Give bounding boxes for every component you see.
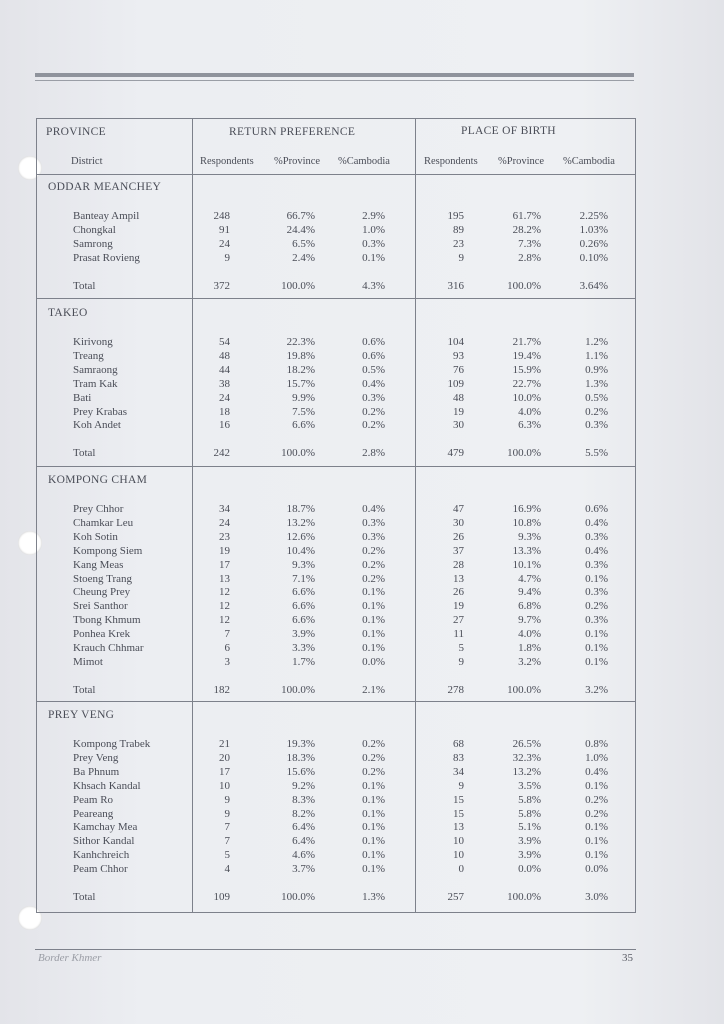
row-b-resp: 5: [458, 642, 464, 654]
row-district: Sithor Kandal: [73, 835, 135, 848]
row-b-camb: 0.4%: [585, 544, 608, 557]
row-r-resp: 9: [224, 251, 230, 264]
row-b-camb: 0.2%: [585, 600, 608, 613]
row-b-prov: 6.8%: [518, 600, 541, 613]
row-r-camb: 0.2%: [362, 751, 385, 764]
row-b-prov: 19.4%: [512, 349, 541, 362]
row-b-prov: 5.8%: [518, 793, 541, 806]
row-b-resp: 27: [453, 614, 464, 627]
total-row-b-camb: 3.2%: [585, 683, 608, 696]
row-b-resp: 13: [453, 821, 464, 834]
row-district: Srei Santhor: [73, 600, 128, 613]
row-b-prov: 7.3%: [518, 237, 541, 250]
row-district: Chongkal: [73, 223, 116, 236]
row-r-prov: 66.7%: [286, 210, 315, 222]
row-b-resp: 47: [453, 503, 464, 515]
row-r-prov: 6.6%: [292, 586, 315, 599]
birth-pct-province-header: %Province: [498, 156, 545, 167]
row-b-resp: 76: [453, 363, 464, 376]
row-b-prov: 10.8%: [512, 516, 541, 529]
row-b-resp: 89: [453, 223, 464, 236]
row-b-resp: 109: [447, 377, 464, 390]
row-b-prov: 61.7%: [512, 210, 541, 222]
row-r-prov: 7.1%: [292, 572, 315, 585]
row-b-resp: 9: [458, 251, 464, 264]
total-row-b-resp: 316: [447, 279, 464, 292]
return-pct-cambodia-header: %Cambodia: [338, 156, 390, 167]
total-row-r-prov: 100.0%: [281, 891, 315, 904]
row-r-camb: 0.3%: [362, 237, 385, 250]
birth-pct-cambodia-header: %Cambodia: [563, 156, 615, 167]
row-r-camb: 0.3%: [362, 516, 385, 529]
row-r-prov: 3.3%: [292, 642, 315, 654]
total-row-b-prov: 100.0%: [507, 447, 541, 460]
row-r-resp: 3: [224, 655, 230, 668]
row-district: Tbong Khmum: [73, 614, 141, 627]
row-b-camb: 0.6%: [585, 503, 608, 515]
row-b-resp: 19: [453, 600, 464, 613]
row-b-prov: 6.3%: [518, 419, 541, 432]
row-district: Kompong Trabek: [73, 738, 151, 750]
column-divider: [192, 119, 193, 912]
total-row-r-prov: 100.0%: [281, 683, 315, 696]
row-b-resp: 19: [453, 405, 464, 418]
top-rule: [35, 73, 634, 77]
province-header: PROVINCE: [46, 126, 106, 138]
row-b-prov: 5.1%: [518, 821, 541, 834]
row-r-camb: 0.1%: [362, 251, 385, 264]
row-b-camb: 0.26%: [579, 237, 608, 250]
data-table: [36, 118, 636, 913]
row-b-camb: 0.3%: [585, 530, 608, 543]
row-r-prov: 4.6%: [292, 849, 315, 862]
row-district: Peam Chhor: [73, 863, 128, 876]
row-b-prov: 4.0%: [518, 405, 541, 418]
row-district: Peareang: [73, 807, 114, 820]
row-r-resp: 20: [219, 751, 230, 764]
row-r-resp: 4: [224, 863, 230, 876]
row-b-camb: 0.1%: [585, 655, 608, 668]
row-b-camb: 0.1%: [585, 849, 608, 862]
top-rule-thin: [35, 80, 634, 81]
row-r-camb: 2.9%: [362, 210, 385, 222]
row-b-camb: 0.4%: [585, 516, 608, 529]
row-r-prov: 13.2%: [286, 516, 315, 529]
row-b-resp: 30: [453, 419, 464, 432]
row-b-prov: 13.2%: [512, 765, 541, 778]
row-b-resp: 30: [453, 516, 464, 529]
return-preference-header: RETURN PREFERENCE: [229, 126, 356, 138]
row-b-camb: 0.1%: [585, 835, 608, 848]
row-r-camb: 0.2%: [362, 544, 385, 557]
row-r-prov: 3.7%: [292, 863, 315, 876]
row-b-resp: 26: [453, 586, 464, 599]
row-b-prov: 28.2%: [512, 223, 541, 236]
row-r-prov: 10.4%: [286, 544, 315, 557]
total-row-district: Total: [73, 683, 96, 696]
row-b-camb: 0.2%: [585, 807, 608, 820]
total-row-b-prov: 100.0%: [507, 891, 541, 904]
row-r-prov: 1.7%: [292, 655, 315, 668]
row-b-resp: 11: [453, 628, 464, 641]
row-b-resp: 48: [453, 391, 464, 404]
row-b-prov: 0.0%: [518, 863, 541, 876]
row-r-camb: 0.1%: [362, 628, 385, 641]
row-b-prov: 9.7%: [518, 614, 541, 627]
row-b-camb: 1.03%: [579, 223, 608, 236]
row-r-camb: 0.5%: [362, 363, 385, 376]
row-r-resp: 13: [219, 572, 230, 585]
row-b-resp: 195: [447, 210, 464, 222]
row-b-camb: 2.25%: [579, 210, 608, 222]
row-district: Ba Phnum: [73, 765, 120, 778]
return-respondents-header: Respondents: [200, 156, 254, 167]
row-r-resp: 7: [224, 835, 230, 848]
row-r-resp: 12: [219, 614, 230, 627]
section-title: KOMPONG CHAM: [48, 474, 148, 486]
row-r-camb: 0.3%: [362, 391, 385, 404]
row-b-resp: 0: [458, 863, 464, 876]
row-r-resp: 17: [219, 765, 230, 778]
row-b-camb: 0.5%: [585, 391, 608, 404]
row-b-resp: 28: [453, 558, 464, 571]
row-r-prov: 9.9%: [292, 391, 315, 404]
row-r-camb: 0.6%: [362, 349, 385, 362]
row-district: Krauch Chhmar: [73, 642, 144, 654]
row-b-prov: 21.7%: [512, 336, 541, 348]
row-b-camb: 0.4%: [585, 765, 608, 778]
row-r-camb: 0.1%: [362, 642, 385, 654]
row-district: Kanhchreich: [73, 849, 130, 862]
row-b-resp: 13: [453, 572, 464, 585]
total-row-b-camb: 5.5%: [585, 447, 608, 460]
row-district: Prasat Rovieng: [73, 251, 140, 264]
row-r-resp: 34: [219, 503, 230, 515]
row-b-resp: 26: [453, 530, 464, 543]
row-b-camb: 0.3%: [585, 614, 608, 627]
row-b-camb: 0.10%: [579, 251, 608, 264]
row-b-prov: 3.5%: [518, 779, 541, 792]
row-r-resp: 17: [219, 558, 230, 571]
row-r-camb: 0.0%: [362, 655, 385, 668]
row-district: Mimot: [73, 655, 103, 668]
row-r-camb: 0.6%: [362, 336, 385, 348]
total-row-r-prov: 100.0%: [281, 447, 315, 460]
row-b-camb: 0.1%: [585, 628, 608, 641]
row-r-resp: 44: [219, 363, 230, 376]
row-r-prov: 19.3%: [286, 738, 315, 750]
row-b-camb: 0.3%: [585, 586, 608, 599]
total-row-r-camb: 4.3%: [362, 279, 385, 292]
row-b-prov: 4.7%: [518, 572, 541, 585]
section-title: PREY VENG: [48, 709, 115, 721]
section-divider: [37, 701, 635, 702]
row-r-camb: 1.0%: [362, 223, 385, 236]
row-b-camb: 0.8%: [585, 738, 608, 750]
row-r-resp: 5: [224, 849, 230, 862]
row-b-resp: 83: [453, 751, 464, 764]
row-r-resp: 7: [224, 821, 230, 834]
row-district: Prey Krabas: [73, 405, 128, 418]
row-b-camb: 0.3%: [585, 419, 608, 432]
row-district: Cheung Prey: [73, 586, 131, 599]
row-r-resp: 24: [219, 391, 230, 404]
row-district: Kirivong: [73, 336, 113, 348]
row-district: Banteay Ampil: [73, 210, 140, 222]
district-header: District: [71, 156, 103, 167]
row-r-resp: 24: [219, 237, 230, 250]
row-r-prov: 6.4%: [292, 835, 315, 848]
total-row-r-camb: 2.1%: [362, 683, 385, 696]
row-r-prov: 7.5%: [292, 405, 315, 418]
row-b-resp: 15: [453, 807, 464, 820]
row-r-prov: 18.2%: [286, 363, 315, 376]
total-row-r-resp: 242: [213, 447, 230, 460]
total-row-r-resp: 109: [213, 891, 230, 904]
total-row-r-resp: 372: [213, 279, 230, 292]
total-row-b-resp: 479: [447, 447, 464, 460]
row-r-prov: 3.9%: [292, 628, 315, 641]
row-r-camb: 0.1%: [362, 821, 385, 834]
row-district: Khsach Kandal: [73, 779, 141, 792]
row-district: Ponhea Krek: [73, 628, 131, 641]
section-title: TAKEO: [48, 307, 88, 319]
row-b-camb: 1.0%: [585, 751, 608, 764]
total-row-r-camb: 1.3%: [362, 891, 385, 904]
row-r-resp: 18: [219, 405, 230, 418]
total-row-district: Total: [73, 891, 96, 904]
row-district: Bati: [73, 391, 92, 404]
total-row-b-resp: 257: [447, 891, 464, 904]
row-r-prov: 6.6%: [292, 419, 315, 432]
row-b-resp: 104: [447, 336, 464, 348]
row-r-prov: 2.4%: [292, 251, 315, 264]
row-b-resp: 10: [453, 835, 464, 848]
row-r-resp: 10: [219, 779, 230, 792]
row-r-resp: 91: [219, 223, 230, 236]
row-r-resp: 9: [224, 807, 230, 820]
row-r-resp: 9: [224, 793, 230, 806]
total-row-b-prov: 100.0%: [507, 279, 541, 292]
row-b-camb: 1.2%: [585, 336, 608, 348]
row-b-prov: 16.9%: [512, 503, 541, 515]
row-r-prov: 15.7%: [286, 377, 315, 390]
row-r-camb: 0.2%: [362, 558, 385, 571]
row-b-prov: 32.3%: [512, 751, 541, 764]
row-r-resp: 38: [219, 377, 230, 390]
row-b-prov: 4.0%: [518, 628, 541, 641]
row-district: Peam Ro: [73, 793, 114, 806]
row-r-prov: 18.3%: [286, 751, 315, 764]
row-r-prov: 8.2%: [292, 807, 315, 820]
row-district: Tram Kak: [73, 377, 118, 390]
row-r-resp: 21: [219, 738, 230, 750]
row-district: Prey Chhor: [73, 503, 124, 515]
row-r-camb: 0.1%: [362, 614, 385, 627]
row-b-prov: 15.9%: [512, 363, 541, 376]
row-r-resp: 24: [219, 516, 230, 529]
row-b-prov: 3.9%: [518, 849, 541, 862]
section-divider: [37, 466, 635, 467]
row-r-camb: 0.2%: [362, 738, 385, 750]
row-r-camb: 0.1%: [362, 793, 385, 806]
row-b-resp: 15: [453, 793, 464, 806]
row-district: Treang: [73, 349, 104, 362]
row-r-camb: 0.1%: [362, 863, 385, 876]
row-r-camb: 0.1%: [362, 600, 385, 613]
row-b-prov: 2.8%: [518, 251, 541, 264]
row-b-resp: 10: [453, 849, 464, 862]
row-r-resp: 23: [219, 530, 230, 543]
total-row-r-camb: 2.8%: [362, 447, 385, 460]
row-district: Kamchay Mea: [73, 821, 138, 834]
row-district: Koh Andet: [73, 419, 121, 432]
row-b-camb: 0.3%: [585, 558, 608, 571]
row-b-prov: 26.5%: [512, 738, 541, 750]
row-b-prov: 3.9%: [518, 835, 541, 848]
row-b-resp: 34: [453, 765, 464, 778]
row-b-camb: 1.3%: [585, 377, 608, 390]
page-number: 35: [622, 952, 633, 964]
row-b-prov: 3.2%: [518, 655, 541, 668]
row-b-resp: 23: [453, 237, 464, 250]
row-district: Prey Veng: [73, 751, 119, 764]
row-b-resp: 9: [458, 779, 464, 792]
row-r-resp: 248: [213, 210, 230, 222]
row-r-camb: 0.2%: [362, 572, 385, 585]
total-row-district: Total: [73, 447, 96, 460]
row-b-prov: 22.7%: [512, 377, 541, 390]
return-pct-province-header: %Province: [274, 156, 321, 167]
row-r-resp: 54: [219, 336, 230, 348]
row-b-resp: 9: [458, 655, 464, 668]
row-district: Samraong: [73, 363, 118, 376]
column-divider: [415, 119, 416, 912]
row-r-prov: 22.3%: [286, 336, 315, 348]
row-b-camb: 0.2%: [585, 405, 608, 418]
row-r-camb: 0.2%: [362, 419, 385, 432]
row-b-prov: 10.0%: [512, 391, 541, 404]
row-b-resp: 37: [453, 544, 464, 557]
row-r-camb: 0.1%: [362, 849, 385, 862]
header-divider: [37, 174, 635, 175]
row-r-resp: 12: [219, 600, 230, 613]
row-r-camb: 0.4%: [362, 377, 385, 390]
row-r-prov: 15.6%: [286, 765, 315, 778]
row-b-prov: 9.3%: [518, 530, 541, 543]
row-district: Koh Sotin: [73, 530, 118, 543]
total-row-b-prov: 100.0%: [507, 683, 541, 696]
row-r-camb: 0.3%: [362, 530, 385, 543]
row-r-prov: 6.5%: [292, 237, 315, 250]
row-b-camb: 1.1%: [585, 349, 608, 362]
row-b-camb: 0.9%: [585, 363, 608, 376]
row-r-prov: 6.4%: [292, 821, 315, 834]
section-divider: [37, 298, 635, 299]
total-row-r-prov: 100.0%: [281, 279, 315, 292]
row-b-camb: 0.1%: [585, 779, 608, 792]
birth-respondents-header: Respondents: [424, 156, 478, 167]
row-r-prov: 9.2%: [292, 779, 315, 792]
row-r-camb: 0.2%: [362, 405, 385, 418]
row-r-prov: 18.7%: [286, 503, 315, 515]
row-district: Stoeng Trang: [73, 572, 132, 585]
total-row-b-camb: 3.0%: [585, 891, 608, 904]
place-of-birth-header: PLACE OF BIRTH: [461, 125, 556, 137]
section-title: ODDAR MEANCHEY: [48, 181, 162, 193]
row-r-camb: 0.1%: [362, 807, 385, 820]
row-r-prov: 6.6%: [292, 614, 315, 627]
row-b-camb: 0.1%: [585, 572, 608, 585]
publication-name: Border Khmer: [38, 952, 102, 964]
row-r-prov: 8.3%: [292, 793, 315, 806]
row-r-camb: 0.2%: [362, 765, 385, 778]
total-row-b-resp: 278: [447, 683, 464, 696]
row-district: Kompong Siem: [73, 544, 143, 557]
row-r-resp: 48: [219, 349, 230, 362]
row-r-prov: 6.6%: [292, 600, 315, 613]
row-r-resp: 6: [224, 642, 230, 654]
row-b-prov: 1.8%: [518, 642, 541, 654]
row-r-prov: 19.8%: [286, 349, 315, 362]
row-r-camb: 0.1%: [362, 779, 385, 792]
row-district: Chamkar Leu: [73, 516, 134, 529]
footer-rule: [35, 949, 636, 950]
row-district: Samrong: [73, 237, 113, 250]
row-b-prov: 10.1%: [512, 558, 541, 571]
row-r-camb: 0.4%: [362, 503, 385, 515]
row-r-camb: 0.1%: [362, 835, 385, 848]
row-b-resp: 93: [453, 349, 464, 362]
row-b-prov: 9.4%: [518, 586, 541, 599]
row-b-prov: 13.3%: [512, 544, 541, 557]
total-row-r-resp: 182: [213, 683, 230, 696]
total-row-district: Total: [73, 279, 96, 292]
row-r-prov: 24.4%: [286, 223, 315, 236]
row-r-prov: 9.3%: [292, 558, 315, 571]
row-b-resp: 68: [453, 738, 464, 750]
row-b-camb: 0.0%: [585, 863, 608, 876]
row-r-camb: 0.1%: [362, 586, 385, 599]
row-b-camb: 0.1%: [585, 821, 608, 834]
row-b-camb: 0.1%: [585, 642, 608, 654]
row-b-camb: 0.2%: [585, 793, 608, 806]
row-r-resp: 16: [219, 419, 230, 432]
row-b-prov: 5.8%: [518, 807, 541, 820]
row-r-prov: 12.6%: [286, 530, 315, 543]
total-row-b-camb: 3.64%: [579, 279, 608, 292]
row-r-resp: 7: [224, 628, 230, 641]
row-r-resp: 12: [219, 586, 230, 599]
row-district: Kang Meas: [73, 558, 124, 571]
row-r-resp: 19: [219, 544, 230, 557]
